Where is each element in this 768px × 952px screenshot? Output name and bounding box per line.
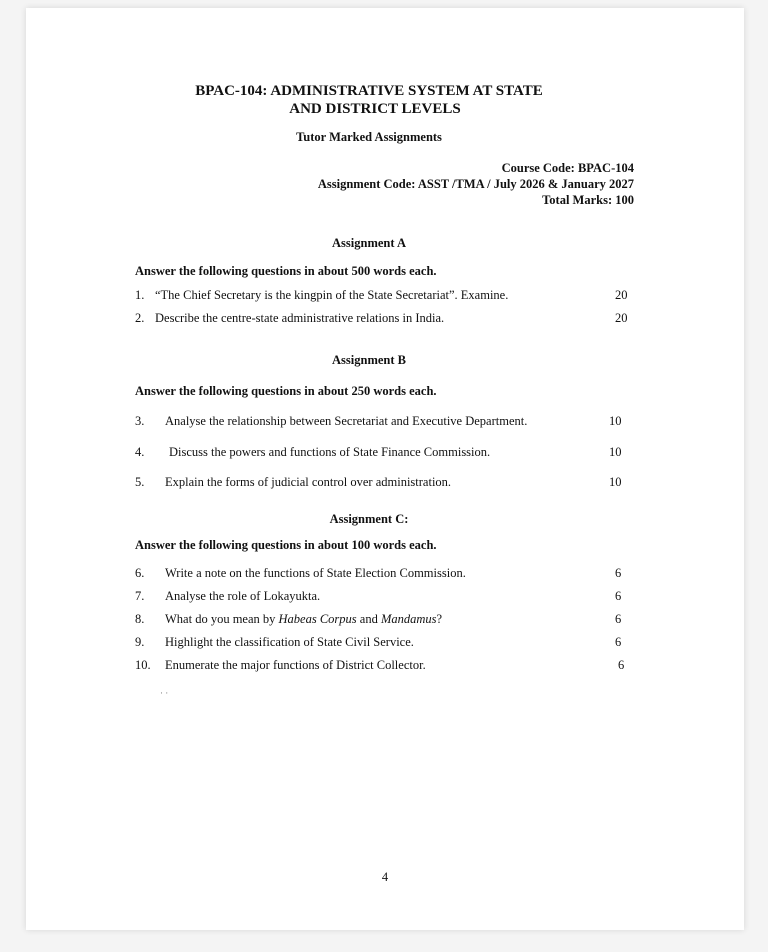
question-number: 3. xyxy=(135,414,145,428)
question-text: Analyse the role of Lokayukta. xyxy=(165,589,321,603)
course-code: Course Code: BPAC-104 xyxy=(501,161,634,175)
question-number: 7. xyxy=(135,589,145,603)
question-marks: 20 xyxy=(615,288,628,302)
question-number: 10. xyxy=(135,658,151,672)
document-subtitle: Tutor Marked Assignments xyxy=(296,130,442,144)
question-number: 4. xyxy=(135,445,145,459)
assignment-code: Assignment Code: ASST /TMA / July 2026 & January 2027 xyxy=(317,177,634,191)
question-marks: 10 xyxy=(609,445,622,459)
question-marks: 6 xyxy=(615,566,622,580)
question-text-part: and xyxy=(356,612,381,626)
total-marks: Total Marks: 100 xyxy=(542,193,634,207)
question-number: 9. xyxy=(135,635,145,649)
question-text: Explain the forms of judicial control over administration. xyxy=(165,475,452,489)
assignment-codes xyxy=(318,160,634,208)
question-text: Enumerate the major functions of District Collector. xyxy=(165,658,426,672)
question-text: Highlight the classification of State Civil Service. xyxy=(165,635,414,649)
question-marks: 6 xyxy=(615,589,622,603)
question-text: “The Chief Secretary is the kingpin of the State Secretariat”. Examine. xyxy=(155,288,509,302)
question-marks: 10 xyxy=(609,475,622,489)
section-instruction-b: Answer the following questions in about 250 words each. xyxy=(135,384,437,398)
question-marks: 6 xyxy=(615,635,622,649)
question-marks: 6 xyxy=(615,612,622,626)
question-marks: 20 xyxy=(615,311,628,325)
document-page xyxy=(26,8,744,930)
stray-marks: · · xyxy=(160,688,169,698)
question-number: 1. xyxy=(135,288,145,302)
question-number: 5. xyxy=(135,475,145,489)
section-heading-c: Assignment C: xyxy=(329,512,409,526)
question-marks: 10 xyxy=(609,414,622,428)
question-text-part: What do you mean by xyxy=(165,612,279,626)
question-number: 6. xyxy=(135,566,145,580)
question-text xyxy=(165,612,442,627)
page-number: 4 xyxy=(381,870,389,884)
question-number: 2. xyxy=(135,311,145,325)
question-text: Discuss the powers and functions of State Finance Commission. xyxy=(169,445,491,459)
question-text: Describe the centre-state administrative relations in India. xyxy=(155,311,445,325)
question-marks: 6 xyxy=(618,658,625,672)
document-title-line-2: AND DISTRICT LEVELS xyxy=(289,101,461,117)
question-text: Write a note on the functions of State Election Commission. xyxy=(165,566,466,580)
section-instruction-a: Answer the following questions in about 500 words each. xyxy=(135,264,437,278)
question-text-italic: Mandamus xyxy=(380,612,437,626)
section-heading-b: Assignment B xyxy=(332,353,406,367)
question-text-part: ? xyxy=(436,612,443,626)
question-text-italic: Habeas Corpus xyxy=(278,612,357,626)
question-number: 8. xyxy=(135,612,145,626)
section-instruction-c: Answer the following questions in about 100 words each. xyxy=(135,538,437,552)
question-text: Analyse the relationship between Secretariat and Executive Department. xyxy=(165,414,528,428)
document-title-line-1: BPAC-104: ADMINISTRATIVE SYSTEM AT STATE xyxy=(195,83,543,99)
section-heading-a: Assignment A xyxy=(332,236,406,250)
